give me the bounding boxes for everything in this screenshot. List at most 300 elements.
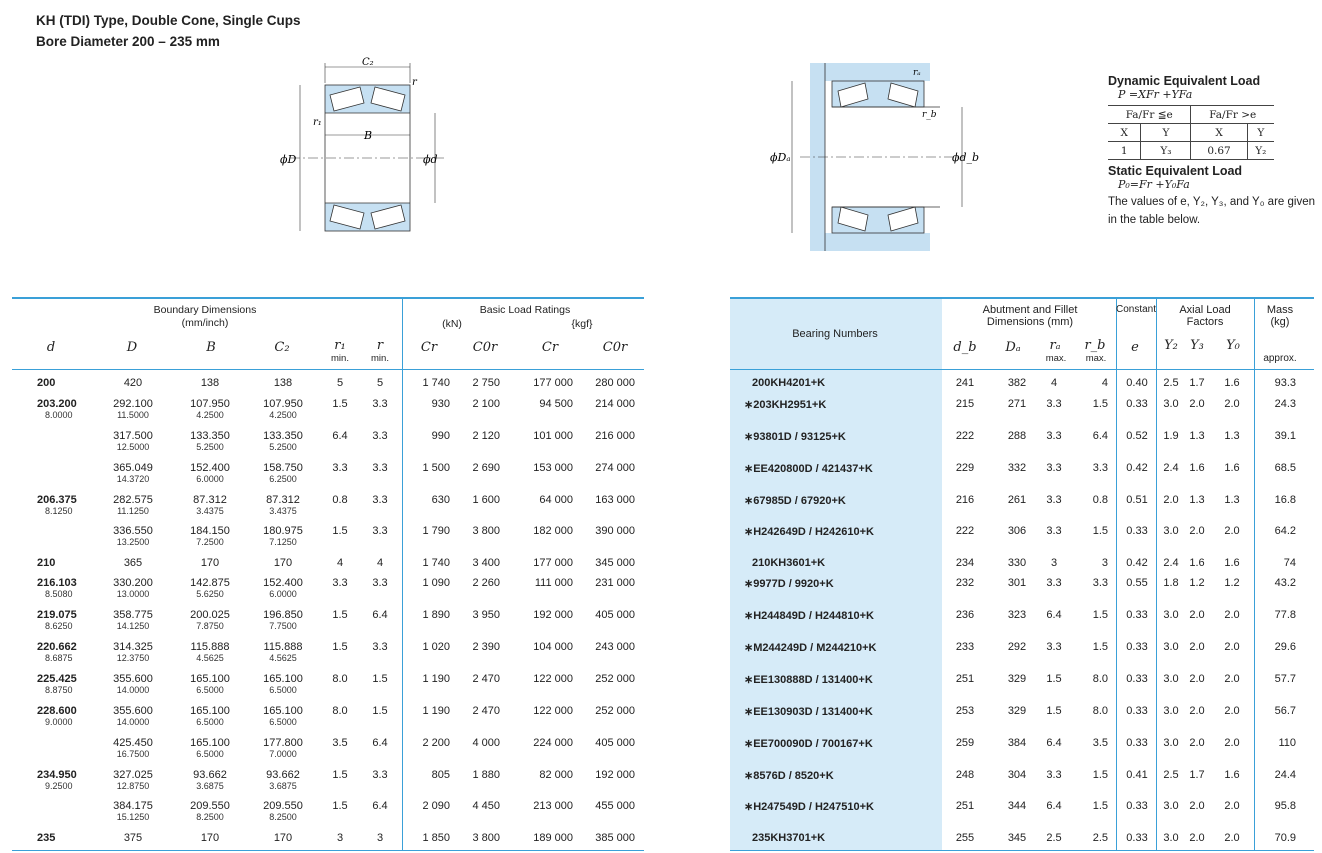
cell-rb-value: 1.5 — [1092, 641, 1108, 653]
cell-r1 — [330, 832, 350, 844]
cell-cr-value: 630 — [431, 494, 450, 506]
cell-C2-inch: 5.2500 — [269, 442, 297, 452]
cell-r-value: 6.4 — [372, 737, 388, 749]
cell-crk — [520, 673, 573, 685]
cell-db-value: 251 — [955, 800, 975, 812]
cell-d-inch: 8.0000 — [45, 410, 73, 420]
col-C0r-kgf: C0r — [602, 340, 628, 355]
cell-mass — [1262, 769, 1296, 781]
cell-D-inch: 16.7500 — [116, 749, 150, 759]
cell-e-value: 0.33 — [1126, 800, 1148, 812]
cell-ra-value: 3.3 — [1046, 398, 1062, 410]
cell-y3-value: 1.2 — [1189, 577, 1205, 589]
cell-B — [185, 673, 235, 695]
cell-y2 — [1160, 769, 1182, 781]
cell-crk-value: 224 000 — [533, 737, 573, 749]
right-table-bottom-rule — [730, 850, 1314, 851]
cell-cr-value: 1 190 — [422, 705, 450, 717]
cell-cr-value: 1 020 — [422, 641, 450, 653]
cell-crk — [520, 398, 573, 410]
cell-c0r-value: 3 400 — [472, 557, 500, 569]
cell-r-value: 5 — [376, 377, 384, 389]
cell-crk-value: 104 000 — [533, 641, 573, 653]
cell-D-inch: 11.1250 — [117, 506, 149, 516]
cell-cr — [410, 832, 450, 844]
cell-db-value: 233 — [955, 641, 975, 653]
bearing-section-figure — [280, 55, 455, 245]
cell-y0-value: 1.6 — [1224, 557, 1240, 569]
cell-mass — [1262, 577, 1296, 589]
cell-d-inch: 8.8750 — [45, 685, 73, 695]
cell-d-value: 220.662 — [37, 641, 77, 653]
x-value-2: 0.67 — [1191, 142, 1247, 160]
bearing-number: ∗9977D / 9920+K — [744, 578, 834, 590]
cell-y0 — [1220, 557, 1244, 569]
cell-Da — [1002, 769, 1032, 781]
cell-C2 — [258, 832, 308, 844]
cell-rb-value: 3.3 — [1092, 577, 1108, 589]
cell-d — [37, 494, 77, 516]
cell-r1 — [330, 769, 350, 781]
cell-B-inch: 6.5000 — [196, 717, 224, 727]
cell-r-value: 1.5 — [372, 705, 388, 717]
bearing-number: 200KH4201+K — [752, 377, 826, 389]
cell-e-value: 0.40 — [1126, 377, 1148, 389]
cell-y2 — [1160, 462, 1182, 474]
cell-d-inch: 8.6250 — [45, 621, 73, 631]
cell-C2-value: 87.312 — [266, 494, 300, 506]
cell-e-value: 0.33 — [1126, 737, 1148, 749]
cell-ra — [1042, 377, 1066, 389]
cell-mass — [1262, 430, 1296, 442]
cell-D-value: 317.500 — [113, 430, 153, 442]
cell-d-inch: 9.0000 — [45, 717, 73, 727]
cell-y2 — [1160, 641, 1182, 653]
left-table-top-rule — [12, 297, 644, 299]
boundary-dimensions-header: Boundary Dimensions — [153, 304, 257, 316]
cell-y3-value: 2.0 — [1189, 832, 1205, 844]
cell-Da — [1002, 609, 1032, 621]
cell-rb — [1082, 800, 1108, 812]
cell-B — [185, 494, 235, 516]
cell-rb-value: 1.5 — [1092, 609, 1108, 621]
cell-B-inch: 7.8750 — [196, 621, 224, 631]
cell-y3-value: 2.0 — [1189, 705, 1205, 717]
cell-c0r — [460, 609, 500, 621]
cell-cr — [410, 398, 450, 410]
cell-e-value: 0.33 — [1126, 832, 1148, 844]
cell-B-value: 142.875 — [190, 577, 230, 589]
cell-r1 — [330, 398, 350, 410]
cell-D-value: 282.575 — [113, 494, 153, 506]
axial-header: Axial Load — [1179, 304, 1231, 316]
cell-c0rk-value: 163 000 — [595, 494, 635, 506]
cell-ra — [1042, 557, 1066, 569]
cell-e-value: 0.55 — [1126, 577, 1148, 589]
cell-C2-inch: 6.2500 — [269, 474, 297, 484]
cell-db — [950, 641, 980, 653]
cell-db-value: 222 — [955, 525, 975, 537]
cell-B-value: 165.100 — [190, 705, 230, 717]
cell-C2 — [258, 377, 308, 389]
col-ra: rₐ — [1049, 338, 1061, 353]
cell-r-value: 3 — [376, 832, 384, 844]
cell-mass-value: 110 — [1278, 737, 1296, 749]
cell-C2-value: 115.888 — [263, 641, 303, 653]
cell-y2-value: 2.5 — [1163, 377, 1179, 389]
cell-r-value: 6.4 — [372, 800, 388, 812]
cell-C2 — [258, 577, 308, 599]
cell-ra — [1042, 737, 1066, 749]
col-r: r — [376, 338, 384, 353]
cell-c0r-value: 2 470 — [472, 673, 500, 685]
fig-label-r: r — [412, 77, 417, 88]
cell-r — [370, 577, 390, 589]
cell-cr-value: 1 790 — [422, 525, 450, 537]
col-C0r: C0r — [472, 340, 498, 355]
cell-B — [185, 377, 235, 389]
cell-e-value: 0.41 — [1126, 769, 1148, 781]
cell-B — [185, 430, 235, 452]
fig-label-phi-d: ϕd — [423, 153, 438, 166]
cell-cr — [410, 462, 450, 474]
cell-mass — [1262, 462, 1296, 474]
bearing-numbers-header: Bearing Numbers — [792, 328, 878, 340]
cell-y3 — [1186, 577, 1208, 589]
cell-B — [185, 577, 235, 599]
cell-y2 — [1160, 377, 1182, 389]
cell-y0-value: 2.0 — [1224, 737, 1240, 749]
cell-r — [370, 705, 390, 717]
cell-D-inch: 12.8750 — [116, 781, 150, 791]
cell-D — [108, 609, 158, 631]
cell-y2 — [1160, 673, 1182, 685]
cell-B-value: 209.550 — [190, 800, 230, 812]
cell-y2 — [1160, 494, 1182, 506]
cell-mass — [1262, 609, 1296, 621]
right-table-header-rule — [730, 369, 1314, 370]
mounting-figure — [770, 55, 1000, 260]
cell-cr-value: 1 890 — [422, 609, 450, 621]
col-Y3: Y₃ — [1190, 338, 1204, 353]
cell-rb — [1082, 769, 1108, 781]
equivalent-load-section — [1108, 74, 1318, 229]
cell-d — [37, 557, 77, 569]
cell-e-value: 0.33 — [1126, 525, 1148, 537]
cell-crk — [520, 577, 573, 589]
dynamic-load-title: Dynamic Equivalent Load — [1108, 74, 1261, 88]
cell-y3-value: 2.0 — [1189, 525, 1205, 537]
cell-mass-value: 24.4 — [1274, 769, 1296, 781]
cell-ra — [1042, 462, 1066, 474]
cell-mass-value: 43.2 — [1274, 577, 1296, 589]
cell-mass — [1262, 641, 1296, 653]
cell-B-inch: 5.6250 — [196, 589, 224, 599]
cell-y2-value: 3.0 — [1163, 800, 1179, 812]
cell-B-value: 93.662 — [193, 769, 227, 781]
cell-y3-value: 2.0 — [1189, 641, 1205, 653]
cell-d — [37, 641, 77, 663]
cell-D — [108, 705, 158, 727]
cell-C2-value: 177.800 — [263, 737, 303, 749]
cell-Da — [1002, 398, 1032, 410]
cell-rb-value: 4 — [1101, 377, 1108, 389]
cell-e — [1122, 462, 1152, 474]
cell-r1 — [330, 800, 350, 812]
cell-B-value: 165.100 — [190, 673, 230, 685]
cell-ra-value: 4 — [1050, 377, 1058, 389]
cell-ra — [1042, 430, 1066, 442]
cell-d-inch: 9.2500 — [45, 781, 73, 791]
left-table-header-rule — [12, 369, 644, 370]
cell-ra-value: 3 — [1050, 557, 1058, 569]
cell-C2-value: 170 — [273, 557, 293, 569]
cell-r — [370, 462, 390, 474]
cell-mass — [1262, 398, 1296, 410]
cell-D — [108, 577, 158, 599]
cell-crk-value: 64 000 — [539, 494, 573, 506]
cell-db-value: 236 — [955, 609, 975, 621]
cell-e — [1122, 525, 1152, 537]
cell-mass — [1262, 737, 1296, 749]
fig-label-b: B — [364, 129, 373, 142]
cell-r-value: 3.3 — [372, 462, 388, 474]
cell-c0rk-value: 390 000 — [595, 525, 635, 537]
cell-c0r — [460, 398, 500, 410]
cell-D-inch: 12.5000 — [116, 442, 150, 452]
cell-c0r — [460, 462, 500, 474]
cell-cr — [410, 705, 450, 717]
cell-y0 — [1220, 609, 1244, 621]
cell-r1-value: 1.5 — [332, 641, 348, 653]
cell-cr — [410, 577, 450, 589]
cell-C2 — [258, 557, 308, 569]
cell-r1-value: 0.8 — [332, 494, 348, 506]
col-B: B — [206, 340, 216, 355]
cell-c0rk — [585, 577, 635, 589]
cell-C2-value: 165.100 — [263, 673, 303, 685]
cell-B — [185, 462, 235, 484]
cell-y0-value: 1.6 — [1224, 462, 1240, 474]
cell-c0rk — [585, 494, 635, 506]
cell-D — [108, 800, 158, 822]
cell-d — [37, 398, 77, 420]
cell-rb-value: 0.8 — [1092, 494, 1108, 506]
cell-crk — [520, 800, 573, 812]
cell-B-inch: 4.5625 — [196, 653, 224, 663]
cell-c0rk — [585, 769, 635, 781]
cell-y2 — [1160, 609, 1182, 621]
cell-C2 — [258, 641, 308, 663]
cell-D — [108, 462, 158, 484]
cell-Da-value: 288 — [1007, 430, 1027, 442]
cell-d — [37, 673, 77, 695]
cell-rb — [1082, 673, 1108, 685]
cell-r — [370, 525, 390, 537]
cell-Da-value: 292 — [1007, 641, 1027, 653]
mass-header: Mass — [1266, 304, 1294, 316]
cell-Da — [1002, 557, 1032, 569]
cell-C2 — [258, 737, 308, 759]
cell-rb — [1082, 609, 1108, 621]
cell-r — [370, 377, 390, 389]
cell-r1-value: 3.3 — [332, 462, 348, 474]
cell-ra-value: 3.3 — [1046, 462, 1062, 474]
cell-C2-value: 170 — [273, 832, 293, 844]
bearing-number: 235KH3701+K — [752, 832, 826, 844]
cell-e-value: 0.33 — [1126, 398, 1148, 410]
cell-mass-value: 68.5 — [1274, 462, 1296, 474]
cell-cr — [410, 641, 450, 653]
cell-c0rk — [585, 398, 635, 410]
cell-db — [950, 577, 980, 589]
cell-rb — [1082, 641, 1108, 653]
cell-r-value: 3.3 — [372, 769, 388, 781]
cell-y0-value: 1.6 — [1224, 769, 1240, 781]
cell-D-inch: 14.1250 — [116, 621, 150, 631]
cell-rb — [1082, 705, 1108, 717]
cell-D-inch: 13.0000 — [116, 589, 150, 599]
cell-cr — [410, 609, 450, 621]
cell-y2 — [1160, 557, 1182, 569]
static-load-title: Static Equivalent Load — [1108, 164, 1243, 178]
cell-y2-value: 3.0 — [1163, 673, 1179, 685]
page-title: KH (TDI) Type, Double Cone, Single Cups — [36, 13, 301, 28]
cell-y0-value: 1.3 — [1224, 430, 1240, 442]
col-r1: r₁ — [334, 338, 346, 353]
cell-C2-value: 133.350 — [263, 430, 303, 442]
cell-B-value: 152.400 — [190, 462, 230, 474]
cell-crk — [520, 462, 573, 474]
cell-y2-value: 2.4 — [1163, 462, 1179, 474]
col-ra-max: max. — [1045, 353, 1067, 364]
cell-rb — [1082, 430, 1108, 442]
cell-mass — [1262, 377, 1296, 389]
cell-Da-value: 261 — [1007, 494, 1027, 506]
fig-label-phi-D: ϕD — [280, 153, 297, 166]
cell-crk — [520, 769, 573, 781]
x-header-2: X — [1191, 124, 1247, 142]
cell-B — [185, 769, 235, 791]
bearing-number: ∗8576D / 8520+K — [744, 770, 834, 782]
cell-c0rk — [585, 377, 635, 389]
cell-c0r — [460, 737, 500, 749]
cell-D-value: 365.049 — [113, 462, 153, 474]
cell-r1 — [330, 673, 350, 685]
cell-r-value: 3.3 — [372, 398, 388, 410]
cell-c0rk-value: 405 000 — [595, 609, 635, 621]
cell-C2 — [258, 462, 308, 484]
cell-y3-value: 2.0 — [1189, 398, 1205, 410]
cell-C2-value: 158.750 — [263, 462, 303, 474]
cell-C2 — [258, 525, 308, 547]
cell-r-value: 3.3 — [372, 641, 388, 653]
cell-D-value: 365 — [123, 557, 143, 569]
factor-note: The values of e, Y₂, Y₃, and Y₀ are given in the table below. — [1108, 196, 1315, 226]
cell-y2-value: 3.0 — [1163, 737, 1179, 749]
cell-D-inch: 14.3720 — [116, 474, 150, 484]
cell-y0-value: 2.0 — [1224, 609, 1240, 621]
cell-D — [108, 737, 158, 759]
cell-c0r-value: 2 470 — [472, 705, 500, 717]
cell-db-value: 234 — [955, 557, 975, 569]
cell-C2-inch: 7.7500 — [269, 621, 297, 631]
cell-y0-value: 1.3 — [1224, 494, 1240, 506]
cell-ra — [1042, 705, 1066, 717]
cell-cr — [410, 769, 450, 781]
cell-db — [950, 832, 980, 844]
cell-d-value: 219.075 — [37, 609, 77, 621]
cell-B-value: 87.312 — [193, 494, 227, 506]
cell-r1 — [330, 557, 350, 569]
cell-r — [370, 430, 390, 442]
cell-B — [185, 398, 235, 420]
cell-B-value: 170 — [200, 557, 220, 569]
cell-D-value: 355.600 — [113, 673, 153, 685]
constant-header: Constant — [1116, 304, 1157, 315]
cell-C2-value: 138 — [273, 377, 293, 389]
cell-B-inch: 6.5000 — [196, 749, 224, 759]
cell-c0r-value: 2 750 — [472, 377, 500, 389]
cell-c0rk-value: 252 000 — [595, 673, 635, 685]
abutment-unit: Dimensions (mm) — [986, 316, 1074, 328]
cell-crk-value: 101 000 — [533, 430, 573, 442]
cell-c0r-value: 3 950 — [472, 609, 500, 621]
cell-Da-value: 384 — [1007, 737, 1027, 749]
cell-db-value: 229 — [955, 462, 975, 474]
cell-rb-value: 1.5 — [1092, 800, 1108, 812]
cell-ra — [1042, 494, 1066, 506]
cell-db — [950, 494, 980, 506]
cell-r-value: 4 — [376, 557, 384, 569]
cell-r1 — [330, 525, 350, 537]
cell-c0rk-value: 214 000 — [595, 398, 635, 410]
cell-D-inch: 11.5000 — [117, 410, 149, 420]
cell-db — [950, 398, 980, 410]
cell-c0r-value: 1 600 — [472, 494, 500, 506]
cell-D-value: 420 — [123, 377, 143, 389]
cell-r-value: 6.4 — [372, 609, 388, 621]
cell-y3-value: 1.7 — [1189, 769, 1205, 781]
cell-ra — [1042, 577, 1066, 589]
cell-cr — [410, 494, 450, 506]
cell-cr-value: 1 190 — [422, 673, 450, 685]
cell-ra-value: 3.3 — [1046, 641, 1062, 653]
cell-rb — [1082, 462, 1108, 474]
cell-y0 — [1220, 430, 1244, 442]
cell-r — [370, 609, 390, 621]
col-r1-min: min. — [331, 353, 349, 364]
cell-crk-value: 122 000 — [533, 705, 573, 717]
y-header-1: Y — [1141, 124, 1191, 142]
cell-B-value: 165.100 — [190, 737, 230, 749]
cell-y3 — [1186, 525, 1208, 537]
cell-c0rk-value: 192 000 — [595, 769, 635, 781]
cell-r — [370, 398, 390, 410]
cell-e-value: 0.33 — [1126, 641, 1148, 653]
right-divider-2 — [1156, 297, 1157, 851]
cell-y2-value: 3.0 — [1163, 641, 1179, 653]
cell-Da-value: 329 — [1007, 673, 1027, 685]
col-Y2: Y₂ — [1164, 338, 1178, 353]
cell-Da-value: 301 — [1007, 577, 1027, 589]
cell-c0r — [460, 494, 500, 506]
cell-C2-inch: 8.2500 — [269, 812, 297, 822]
cell-e — [1122, 641, 1152, 653]
cell-ra-value: 1.5 — [1046, 673, 1062, 685]
cell-c0rk — [585, 737, 635, 749]
cell-db-value: 248 — [955, 769, 975, 781]
